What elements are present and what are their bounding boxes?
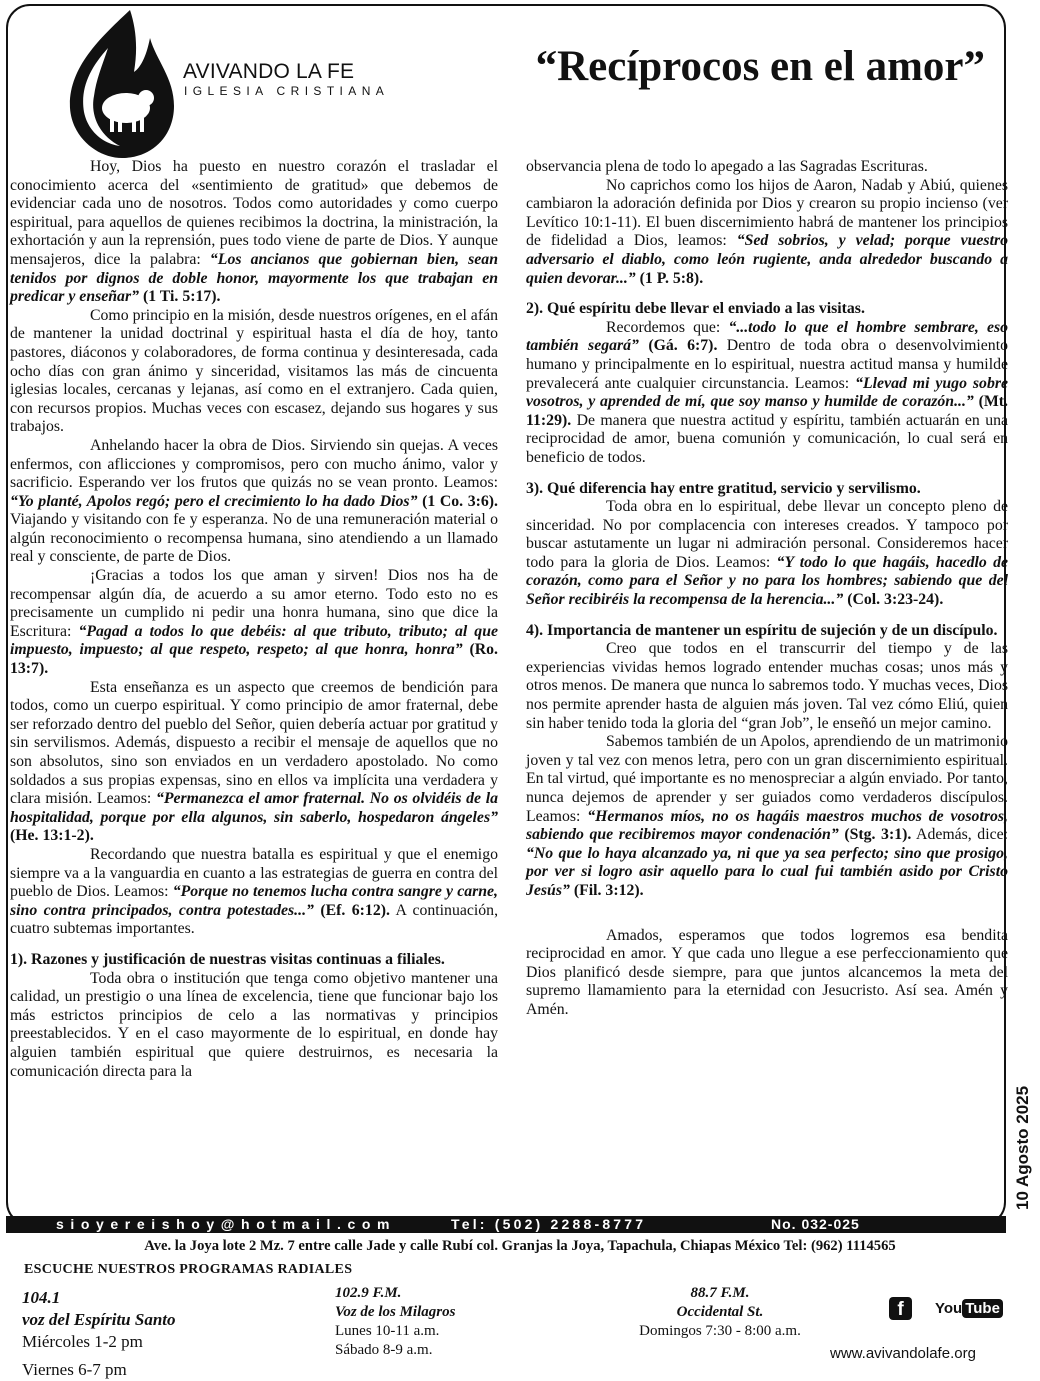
scripture-quote: “...todo lo que el hombre sembrare, eso también segará” bbox=[526, 318, 1009, 355]
paragraph: Hoy, Dios ha puesto en nuestro corazón el trasladar el conocimiento acerca del «sentimiento de gratitud» que debemos de evidenciar cada uno de nosotros. Todos como autoridades y como cuerpo espiritual, para aquellos de quienes recibimos la doctrina, la ministración, la exhortación y aun la reprensión, pues todo viene de parte de Dios. Y aunque mensajeros, dice la palabra: “Los ancianos que gobiernan bien, sean tenidos por dignos de doble honor, mayormente los que trabajan en predicar y enseñar” (1 Ti. 5:17). bbox=[10, 158, 498, 306]
scripture-quote: “Permanezca el amor fraternal. No os olvidéis de la hospitalidad, porque por ella algunos, sin saberlo, hospedaron ángeles” bbox=[10, 790, 498, 826]
brand-name: AVIVANDO LA FE bbox=[183, 60, 355, 83]
scripture-quote: “Hermanos míos, no os hagáis maestros muchos de vosotros, sabiendo que recibiremos mayor condenación” bbox=[526, 807, 1008, 844]
radio-program-2 bbox=[335, 1284, 455, 1360]
paragraph: Creo que todos en el transcurrir del tiempo y de las experiencias vividas hemos logrado entender muchas cosas; unos más y otros menos. De manera que nunca lo sabremos todo. Y muchas veces, Dios nos permite aprender hasta de alguien más joven. Tal vez cómo Eliú, quien sin haber tenido toda la gloria del “gran Job”, le enseñó un mejor camino. bbox=[526, 640, 1008, 732]
address: Ave. la Joya lote 2 Mz. 7 entre calle Jade y calle Rubí col. Granjas la Joya, Tapachula, Chiapas México Tel: (962) 1114565 bbox=[144, 1238, 896, 1254]
issue-date: 10 Agosto 2025 bbox=[1013, 1085, 1032, 1210]
radio-name: voz del Espíritu Santo bbox=[22, 1310, 176, 1329]
scripture-quote: “Y todo lo que hagáis, hacedlo de corazón, como para el Señor y no para los hombres; sabiendo que del Señor recibiréis la recompensa de la herencia...” bbox=[526, 553, 1008, 609]
paragraph: Recordando que nuestra batalla es espiritual y que el enemigo siempre va a la vanguardia en cuanto a las estrategias de guerra en contra del pueblo de Dios. Leamos: “Porque no tenemos lucha contra sangre y carne, sino contra principados, contra potestades...” (Ef. 6:12). A continuación, cuatro subtemas importantes. bbox=[10, 845, 499, 938]
paragraph: Recordemos que: “...todo lo que el hombre sembrare, eso también segará” (Gá. 6:7). Dentro de toda obra o desenvolvimiento humano y principalmente en lo espiritual, nuestra actitud mansa y humilde prevalecerá ante cualquier circunstancia. Leamos: “Llevad mi yugo sobre vosotros, y aprended de mí, que soy manso y humilde de corazón...” (Mt. 11:29). De manera que nuestra actitud y espíritu, también actuarán en una reciprocidad de amor, buena comunión y comunicación, lo cual será en beneficio de todos. bbox=[526, 318, 1009, 466]
page-title: “Recíprocos en el amor” bbox=[535, 43, 985, 90]
radio-frequency: 88.7 F.M. bbox=[690, 1285, 750, 1301]
radio-name: Occidental St. bbox=[676, 1304, 764, 1320]
scripture-ref: (1 Ti. 5:17). bbox=[142, 288, 221, 306]
paragraph: Sabemos también de un Apolos, aprendiendo de un matrimonio joven y tal vez con menos letra, pero con un gran discernimiento espiritual. En tal virtud, qué importante es no menospreciar a algún enviado. Por tanto, nunca dejemos de aprender y ser guiados como verdaderos discípulos. Leamos: “Hermanos míos, no os hagáis maestros muchos de vosotros, sabiendo que recibiremos mayor condenación” (Stg. 3:1). Además, dice: “No que lo haya alcanzado ya, ni que ya sea perfecto; sino que prosigo, por ver si logro asir aquello para lo cual fui también asido por Cristo Jesús” (Fil. 3:12). bbox=[526, 733, 1009, 899]
contact-bar bbox=[6, 1216, 1006, 1233]
scripture-ref: (Ef. 6:12). bbox=[320, 901, 390, 919]
scripture-ref: (Fil. 3:12). bbox=[573, 881, 644, 899]
facebook-icon[interactable]: f bbox=[889, 1297, 912, 1320]
radio-name: Voz de los Milagros bbox=[335, 1304, 456, 1320]
scripture-ref: (Col. 3:23-24). bbox=[847, 591, 944, 609]
brand-subtitle: IGLESIA CRISTIANA bbox=[184, 84, 390, 98]
phone-number: Tel: (502) 2288-8777 bbox=[451, 1216, 647, 1232]
scripture-quote: “Pagad a todos lo que debéis: al que tributo, tributo; al que impuesto, impuesto; al que respeto, respeto; al que honra, honra” bbox=[10, 622, 498, 659]
radio-frequency: 102.9 F.M. bbox=[335, 1285, 402, 1301]
paragraph: Como principio en la misión, desde nuestros orígenes, en el afán de mantener la unidad doctrinal y espiritual hasta el día de hoy, tanto pastores, diáconos y colaboradores, de forma continua y desinteresada, cada ocho días con gran ánimo y sinceridad, visitamos las más de cincuenta iglesias locales, cercanas y lejanas, así como en el extranjero. Cada quien, con recursos propios. Muchas veces con escasez, dejando sus hogares y sus trabajos. bbox=[10, 306, 498, 436]
email-link[interactable]: sioyereishoy@hotmail.com bbox=[56, 1216, 397, 1232]
radio-program-1 bbox=[22, 1287, 176, 1381]
scripture-ref: (Mt. 11:29). bbox=[526, 393, 1009, 429]
scripture-ref: (Stg. 3:1). bbox=[844, 826, 912, 844]
scripture-quote: “Llevad mi yugo sobre vosotros, y aprended de mí, que soy manso y humilde de corazón...” bbox=[526, 374, 1009, 411]
left-column bbox=[10, 158, 498, 1081]
paragraph: Anhelando hacer la obra de Dios. Sirviendo sin quejas. A veces enfermos, con aflicciones y compromisos, pero con mucho ánimo, valor y sacrificio. Esperando ver los frutos que quizás no se vean pronto. Leamos: “Yo planté, Apolos regó; pero el crecimiento lo ha dado Dios” (1 Co. 3:6). Viajando y visitando con fe y esperanza. No de una remuneración material o algún reconocimiento o recompensa humana, sino atendiendo a un llamado real y consciente, de parte de Dios. bbox=[10, 436, 498, 566]
right-column bbox=[526, 158, 1008, 1020]
flame-lamb-logo-icon bbox=[60, 8, 178, 160]
scripture-ref: (Ro. 13:7). bbox=[10, 641, 498, 678]
paragraph: Toda obra o institución que tenga como objetivo mantener una calidad, un prestigio o una línea de excelencia, tiene que funcionar bajo los más estrictos principios de celo a las normativas y principios preestablecidos. Y en el caso mayormente de lo espiritual, en donde hay alguien también espiritual que quiere destruirnos, es necesaria la comunicación directa para la bbox=[10, 969, 498, 1080]
paragraph: ¡Gracias a todos los que aman y sirven! Dios nos ha de recompensar algún día, de acuerdo a su amor eterno. Todo esto no es precisamente un cumplido ni pedir una honra humana, sino que dice la Escritura: “Pagad a todos lo que debéis: al que tributo, tributo; al que impuesto, impuesto; al que respeto, respeto; al que honra, honra” (Ro. 13:7). bbox=[10, 567, 498, 678]
closing-paragraph: Amados, esperamos que todos logremos esa bendita reciprocidad en amor. Y que cada uno llegue a ese perfeccionamiento que Dios planificó desde siempre, para que juntos alcancemos la meta del supremo llamamiento para la eternidad con Jesucristo. Así sea. Amén y Amén. bbox=[526, 926, 1008, 1018]
subtopic-heading: 3). Qué diferencia hay entre gratitud, servicio y servilismo. bbox=[526, 479, 921, 497]
radio-schedule: Miércoles 1-2 pm bbox=[22, 1332, 143, 1351]
social-links bbox=[889, 1297, 1003, 1320]
paragraph: observancia plena de todo lo apegado a las Sagradas Escrituras. bbox=[526, 158, 928, 175]
scripture-quote: “Porque no tenemos lucha contra sangre y carne, sino contra principados, contra potestades...” bbox=[10, 883, 498, 919]
issue-number: No. 032-025 bbox=[771, 1216, 860, 1232]
radio-frequency: 104.1 bbox=[22, 1288, 61, 1307]
scripture-quote: “Sed sobrios, y velad; porque vuestro adversario el diablo, como león rugiente, anda alrededor buscando a quien devorar...” bbox=[526, 232, 1009, 287]
scripture-quote: “Yo planté, Apolos regó; pero el crecimiento lo ha dado Dios” bbox=[10, 492, 418, 510]
website-link[interactable]: www.avivandolafe.org bbox=[830, 1345, 976, 1362]
subtopic-heading: 4). Importancia de mantener un espíritu de sujeción y de un discípulo. bbox=[526, 621, 998, 639]
scripture-ref: (He. 13:1-2). bbox=[10, 827, 94, 845]
scripture-ref: (1 P. 5:8). bbox=[639, 269, 704, 287]
subtopic-heading: 1). Razones y justificación de nuestras visitas continuas a filiales. bbox=[10, 950, 445, 968]
scripture-quote: “No que lo haya alcanzado ya, ni que ya sea perfecto; sino que prosigo, por ver si logro asir aquello para lo cual fui también asido por Cristo Jesús” bbox=[526, 844, 1008, 899]
radio-schedule: Viernes 6-7 pm bbox=[22, 1360, 127, 1379]
radio-schedule: Domingos 7:30 - 8:00 a.m. bbox=[639, 1323, 801, 1339]
paragraph: No caprichos como los hijos de Aaron, Nadab y Abiú, quienes cambiaron la adoración definida por Dios y crearon su propio incienso (ver Levítico 10:1-11). El buen discernimiento habrá de mantener los principios de fidelidad a Dios, leamos: “Sed sobrios, y velad; porque vuestro adversario el diablo, como león rugiente, anda alrededor buscando a quien devorar...” (1 P. 5:8). bbox=[526, 176, 1009, 287]
radio-schedule: Lunes 10-11 a.m. bbox=[335, 1323, 440, 1339]
subtopic-heading: 2). Qué espíritu debe llevar el enviado a las visitas. bbox=[526, 300, 865, 318]
scripture-quote: “Los ancianos que gobiernan bien, sean tenidos por dignos de doble honor, mayormente los que trabajan en predicar y enseñar” bbox=[10, 250, 498, 306]
youtube-icon[interactable]: You Tube bbox=[935, 1300, 1003, 1317]
radio-schedule: Sábado 8-9 a.m. bbox=[335, 1342, 433, 1358]
paragraph: Esta enseñanza es un aspecto que creemos de bendición para todos, como un cuerpo espiritual. Y como principio de amor fraternal, debe ser reforzado dentro del pueblo del Señor, quien debería actuar por gratitud y sin servilismos. Además, dispuesto a recibir el mensaje de aquellos que no son absolutos, sino son enviados en un verdadero apostolado. No como soldados a sus propias expensas, sino en ellos va implícita una verdadera y clara misión. Leamos: “Permanezca el amor fraternal. No os olvidéis de la hospitalidad, porque por ella algunos, sin saberlo, hospedaron ángeles” (He. 13:1-2). bbox=[10, 678, 498, 845]
scripture-ref: (Gá. 6:7). bbox=[648, 337, 718, 355]
paragraph: Toda obra en lo espiritual, debe llevar un concepto pleno de sinceridad. No por complacencia con intereses creados. Y tampoco por buscar astutamente un lugar ni admiración personal. Consideremos hacer todo para la gloria de Dios. Leamos: “Y todo lo que hagáis, hacedlo de corazón, como para el Señor y no para los hombres; sabiendo que del Señor recibiréis la recompensa de la herencia...” (Col. 3:23-24). bbox=[526, 498, 1008, 609]
radio-program-3 bbox=[600, 1284, 840, 1341]
programs-heading: ESCUCHE NUESTROS PROGRAMAS RADIALES bbox=[24, 1262, 353, 1277]
scripture-ref: (1 Co. 3:6). bbox=[422, 492, 498, 510]
